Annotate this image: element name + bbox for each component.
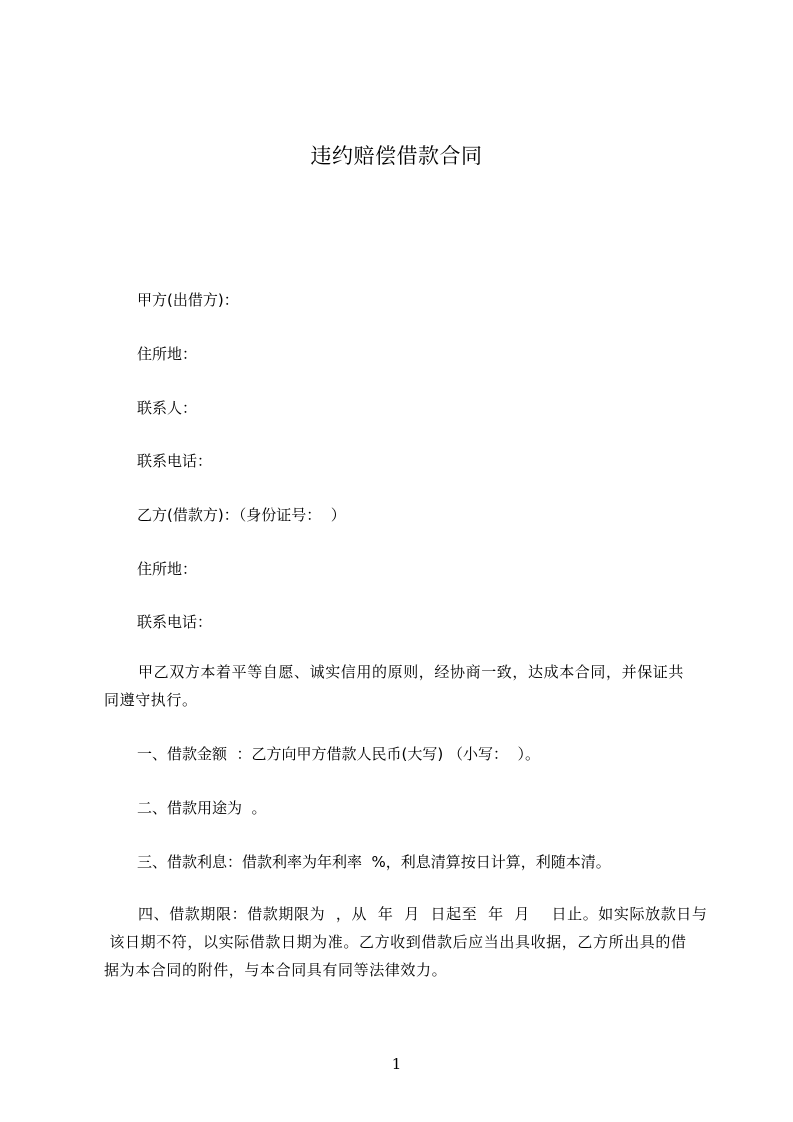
clause-purpose: 二、借款用途为 。 [137,799,267,817]
clause-term-line: 据为本合同的附件，与本合同具有同等法律效力。 [104,961,448,979]
preamble-line: 同遵守执行。 [104,691,198,709]
clause-interest: 三、借款利息：借款利率为年利率 %，利息清算按日计算，利随本清。 [137,853,611,871]
preamble-paragraph [104,658,710,714]
page-number: 1 [391,1055,402,1073]
party-b-address-label: 住所地： [137,560,198,578]
clause-term-paragraph [104,900,710,984]
party-a-phone-label: 联系电话： [137,452,213,470]
document-title: 违约赔偿借款合同 [310,144,483,168]
clause-amount: 一、借款金额 ：乙方向甲方借款人民币(大写) （小写： ）。 [137,745,541,763]
party-b-label: 乙方(借款方)：（身份证号： ） [137,506,346,524]
clause-term-line: 四、借款期限：借款期限为 ，从 年 月 日起至 年 月 日止。如实际放款日与 [138,905,708,923]
party-a-contact-label: 联系人： [137,399,198,417]
party-a-address-label: 住所地： [137,345,198,363]
party-a-label: 甲方(出借方)： [137,291,239,309]
party-b-phone-label: 联系电话： [137,613,213,631]
preamble-line: 甲乙双方本着平等自愿、诚实信用的原则，经协商一致，达成本合同，并保证共 [138,663,685,681]
clause-term-line: 该日期不符，以实际借款日期为准。乙方收到借款后应当出具收据，乙方所出具的借 [104,933,687,951]
